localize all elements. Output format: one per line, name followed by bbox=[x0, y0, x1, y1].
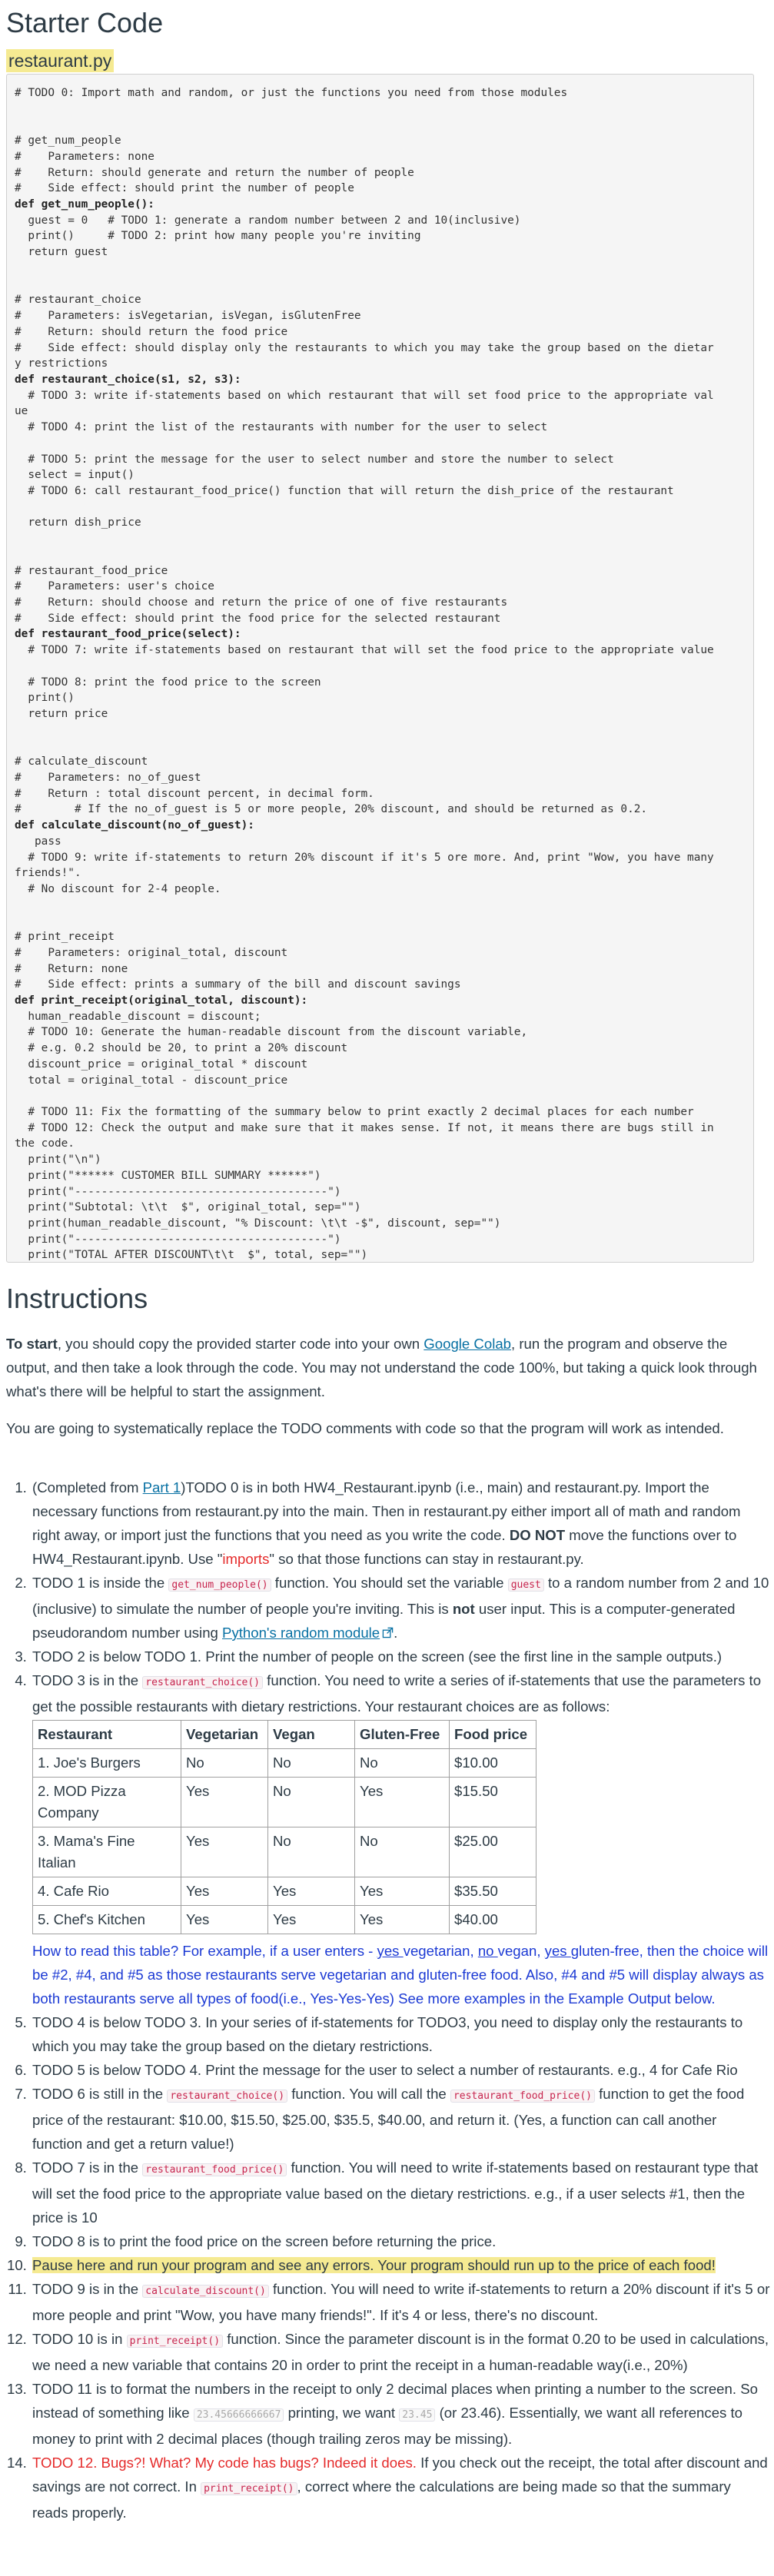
code-line bbox=[15, 547, 746, 563]
inline-code: calculate_discount() bbox=[142, 2285, 269, 2298]
table-cell: No bbox=[355, 1827, 450, 1877]
step-text: move the functions over to HW4_Restaurant.ipynb. Use " bbox=[32, 1527, 737, 1567]
table-cell: 4. Cafe Rio bbox=[33, 1877, 181, 1906]
code-line: def get_num_people(): bbox=[15, 198, 154, 211]
step-11 bbox=[31, 2277, 770, 2327]
code-line: return price bbox=[15, 708, 108, 721]
step-text: (or 23.46). Essentially, we want all references to money to print with 2 decimal places (though trailing zeros may be missing). bbox=[32, 2405, 743, 2447]
code-line: # No discount for 2-4 people. bbox=[15, 882, 221, 895]
inline-code: print_receipt() bbox=[127, 2335, 223, 2348]
code-line: # Parameters: no_of_guest bbox=[15, 771, 201, 784]
code-line bbox=[15, 117, 746, 133]
step-7 bbox=[31, 2082, 770, 2156]
code-line bbox=[15, 898, 746, 914]
step-text: to a random number from 2 and 10 (inclusive) to simulate the number of people you're inviting. This is bbox=[32, 1575, 769, 1617]
code-line: # Parameters: none bbox=[15, 150, 154, 163]
table-row bbox=[33, 1906, 536, 1934]
code-line: # TODO 12: Check the output and make sure that it makes sense. If not, it means there are bugs still in bbox=[15, 1121, 714, 1134]
table-cell: $10.00 bbox=[450, 1749, 536, 1778]
note-underline: no bbox=[477, 1943, 498, 1959]
code-line bbox=[15, 659, 746, 675]
code-line: the code. bbox=[15, 1137, 75, 1150]
code-line: pass bbox=[15, 835, 61, 848]
step-text: function. You will need to write if-statements to return a 20% discount if it's 5 or more people and print "Wow, you have many friends!". If it's 4 or less, there's no discount. bbox=[32, 2281, 770, 2323]
code-line: # Return: should generate and return the number of people bbox=[15, 166, 414, 179]
code-line: ue bbox=[15, 405, 28, 418]
code-line: human_readable_discount = discount; bbox=[15, 1010, 261, 1023]
step-text: TODO 11 is to format the numbers in the receipt to only 2 decimal places when printing a number to the screen. So instead of something like bbox=[32, 2381, 758, 2421]
code-line: return dish_price bbox=[15, 516, 141, 529]
table-row bbox=[33, 1877, 536, 1906]
code-line: # Side effect: should print the food price for the selected restaurant bbox=[15, 612, 501, 625]
step-text: TODO 6 is still in the bbox=[32, 2086, 168, 2102]
step-bold: DO NOT bbox=[509, 1527, 566, 1543]
restaurant-table bbox=[32, 1720, 536, 1934]
step-text: function. You will need to write if-statements based on restaurant type that will set the food price to the appropriate value based on the dietary restrictions. e.g., if a user selects #1, then the price is 10 bbox=[32, 2159, 759, 2226]
code-line: # TODO 7: write if-statements based on restaurant that will set the food price to the appropriate value bbox=[15, 644, 714, 657]
intro-bold: To start bbox=[6, 1336, 58, 1352]
note-text: vegan, bbox=[497, 1943, 545, 1959]
table-cell: 5. Chef's Kitchen bbox=[33, 1906, 181, 1934]
code-line: # # If the no_of_guest is 5 or more people, 20% discount, and should be returned as 0.2. bbox=[15, 803, 648, 816]
code-line: # Parameters: original_total, discount bbox=[15, 946, 288, 959]
code-line: # TODO 0: Import math and random, or just the functions you need from those modules bbox=[15, 87, 568, 99]
table-cell: $40.00 bbox=[450, 1906, 536, 1934]
code-line: friends!". bbox=[15, 867, 81, 880]
code-line: print("****** CUSTOMER BILL SUMMARY ******") bbox=[15, 1169, 321, 1182]
code-line bbox=[15, 261, 746, 277]
code-line bbox=[15, 913, 746, 929]
inline-code: 23.45 bbox=[399, 2408, 435, 2422]
table-cell: No bbox=[355, 1749, 450, 1778]
table-row bbox=[33, 1778, 536, 1827]
part-1-link[interactable]: Part 1 bbox=[142, 1479, 181, 1495]
table-cell: Yes bbox=[355, 1906, 450, 1934]
code-line: discount_price = original_total * discount bbox=[15, 1057, 308, 1071]
table-row bbox=[33, 1749, 536, 1778]
step-12 bbox=[31, 2327, 770, 2377]
code-line bbox=[15, 738, 746, 754]
code-line: # restaurant_food_price bbox=[15, 564, 168, 577]
note-text: vegetarian, bbox=[403, 1943, 478, 1959]
table-cell: No bbox=[181, 1749, 268, 1778]
step-3: 3. TODO 2 is below TODO 1. Print the number of people on the screen (see the first line in the sample outputs.) bbox=[31, 1645, 770, 1668]
code-line: print("--------------------------------------") bbox=[15, 1233, 341, 1246]
step-bold: not bbox=[452, 1601, 475, 1617]
code-line: total = original_total - discount_price bbox=[15, 1074, 288, 1087]
step-text: function to get the food price of the restaurant: $10.00, $15.50, $25.00, $35.5, $40.00, and return it. (Yes, a function can call another function and get a return value!) bbox=[32, 2086, 745, 2152]
step-text: function. You will call the bbox=[287, 2086, 450, 2102]
table-cell: 1. Joe's Burgers bbox=[33, 1749, 181, 1778]
table-cell: Yes bbox=[181, 1778, 268, 1827]
step-text: user input. This is a computer-generated pseudorandom number using bbox=[32, 1601, 736, 1641]
step-1 bbox=[31, 1476, 770, 1571]
code-line: print(human_readable_discount, "% Discount: \t\t -$", discount, sep="") bbox=[15, 1217, 501, 1230]
inline-code: restaurant_choice() bbox=[142, 1676, 263, 1689]
note-underline: yes bbox=[377, 1943, 404, 1959]
step-text: function. You need to write a series of if-statements that use the parameters to get the possible restaurants with dietary restrictions. Your restaurant choices are as follows: bbox=[32, 1672, 762, 1715]
step-6: 6. TODO 5 is below TODO 4. Print the message for the user to select a number of restaurants. e.g., 4 for Cafe Rio bbox=[31, 2058, 770, 2082]
table-cell: $35.50 bbox=[450, 1877, 536, 1906]
table-cell: $25.00 bbox=[450, 1827, 536, 1877]
step-5: 5. TODO 4 is below TODO 3. In your series of if-statements for TODO3, you need to display only the restaurants to which you may take the group based on the dietary restrictions. bbox=[31, 2010, 770, 2058]
table-cell: Yes bbox=[181, 1877, 268, 1906]
code-line: # Side effect: should print the number of people bbox=[15, 182, 354, 195]
table-note bbox=[32, 1939, 770, 2010]
code-line: y restrictions bbox=[15, 357, 108, 370]
inline-code: restaurant_food_price() bbox=[450, 2090, 595, 2103]
code-line: # Side effect: should display only the restaurants to which you may take the group based on the dietar bbox=[15, 341, 714, 354]
code-line: print("TOTAL AFTER DISCOUNT\t\t $", total, sep="") bbox=[15, 1249, 368, 1262]
code-line: # Return: should return the food price bbox=[15, 325, 288, 338]
intro-paragraph bbox=[6, 1332, 758, 1403]
steps-list bbox=[6, 1476, 770, 2525]
intro-text-a: , you should copy the provided starter code into your own bbox=[57, 1336, 424, 1352]
table-header-row bbox=[33, 1721, 536, 1749]
step-text: TODO 7 is in the bbox=[32, 2159, 143, 2176]
code-line: select = input() bbox=[15, 469, 135, 482]
pause-highlight: Pause here and run your program and see any errors. Your program should run up to the price of each food! bbox=[32, 2257, 716, 2273]
intro-text-b: , run the program and observe the output, and then take a look through the code. You may not understand the code 100%, but taking a quick look through what's there will be helpful to start the assignment. bbox=[6, 1336, 757, 1399]
code-line: # Return: none bbox=[15, 962, 128, 975]
step-text: (Completed from bbox=[32, 1479, 143, 1495]
code-line: # print_receipt bbox=[15, 931, 115, 944]
code-line: print() bbox=[15, 692, 75, 705]
table-cell: Yes bbox=[181, 1906, 268, 1934]
step-text: If you check out the receipt, the total after discount and savings are not correct. In bbox=[32, 2455, 768, 2495]
table-body bbox=[33, 1749, 536, 1934]
code-line bbox=[15, 277, 746, 293]
bugs-highlight: TODO 12. Bugs?! What? My code has bugs? Indeed it does. bbox=[32, 2455, 417, 2471]
step-9: 9. TODO 8 is to print the food price on the screen before returning the price. bbox=[31, 2229, 770, 2253]
step-text: TODO 1 is inside the bbox=[32, 1575, 169, 1591]
table-cell: Yes bbox=[355, 1877, 450, 1906]
table-row bbox=[33, 1827, 536, 1877]
step-text: )TODO 0 is in both HW4_Restaurant.ipynb (i.e., main) and restaurant.py. Import the necessary functions from restaurant.py into the main. Then in restaurant.py either import all of math and random right away, or import just the functions that you need as you write the code. bbox=[32, 1479, 741, 1543]
code-line: # e.g. 0.2 should be 20, to print a 20% discount bbox=[15, 1042, 348, 1055]
google-colab-link[interactable]: Google Colab bbox=[424, 1336, 512, 1352]
code-line: # TODO 11: Fix the formatting of the summary below to print exactly 2 decimal places for each number bbox=[15, 1106, 694, 1118]
table-cell: No bbox=[268, 1827, 355, 1877]
table-cell: Yes bbox=[355, 1778, 450, 1827]
code-line: # TODO 10: Generate the human-readable discount from the discount variable, bbox=[15, 1026, 528, 1039]
code-line: # Side effect: prints a summary of the bill and discount savings bbox=[15, 978, 461, 991]
code-line: def calculate_discount(no_of_guest): bbox=[15, 819, 254, 832]
code-line: # Parameters: user's choice bbox=[15, 580, 214, 593]
step-text: printing, we want bbox=[284, 2405, 400, 2421]
code-line: return guest bbox=[15, 246, 108, 259]
code-block bbox=[6, 74, 754, 1263]
table-cell: Yes bbox=[181, 1827, 268, 1877]
code-line: # Return: should choose and return the price of one of five restaurants bbox=[15, 596, 508, 609]
table-header-cell: Vegan bbox=[268, 1721, 355, 1749]
inline-code: 23.45666666667 bbox=[194, 2408, 284, 2422]
note-text: gluten-free, then the choice will be #2, #4, and #5 as those restaurants serve vegetarian and gluten-free food. Also, #4 and #5 will display always as both restaurants serve all types of food(i.e., Yes-Yes-Yes) See more examples in the Example Output below. bbox=[32, 1943, 769, 2007]
table-cell: 2. MOD Pizza Company bbox=[33, 1778, 181, 1827]
code-line: def restaurant_choice(s1, s2, s3): bbox=[15, 373, 241, 386]
step-text: , correct where the calculations are being made so that the summary reads properly. bbox=[32, 2478, 731, 2521]
code-line bbox=[15, 436, 746, 452]
table-header-cell: Vegetarian bbox=[181, 1721, 268, 1749]
code-line: # Return : total discount percent, in decimal form. bbox=[15, 787, 374, 800]
note-underline: yes bbox=[544, 1943, 571, 1959]
table-cell: No bbox=[268, 1749, 355, 1778]
code-line: # Parameters: isVegetarian, isVegan, isGlutenFree bbox=[15, 310, 361, 323]
note-text: How to read this table? For example, if a user enters - bbox=[32, 1943, 377, 1959]
file-label: restaurant.py bbox=[6, 49, 114, 72]
inline-code: guest bbox=[508, 1578, 544, 1592]
code-line: # restaurant_choice bbox=[15, 294, 141, 307]
code-line: # TODO 9: write if-statements to return 20% discount if it's 5 ore more. And, print "Wow, you have many bbox=[15, 851, 714, 864]
code-line: print("--------------------------------------") bbox=[15, 1185, 341, 1198]
table-header-cell: Food price bbox=[450, 1721, 536, 1749]
step-text: TODO 3 is in the bbox=[32, 1672, 143, 1688]
code-line bbox=[15, 531, 746, 547]
step-text: " so that those functions can stay in restaurant.py. bbox=[269, 1551, 584, 1567]
code-line: def print_receipt(original_total, discount): bbox=[15, 994, 308, 1007]
table-cell: 3. Mama's Fine Italian bbox=[33, 1827, 181, 1877]
code-line: # calculate_discount bbox=[15, 755, 148, 768]
code-line bbox=[15, 1088, 746, 1104]
inline-code: print_receipt() bbox=[201, 2482, 297, 2495]
inline-code: restaurant_food_price() bbox=[142, 2163, 287, 2176]
external-link-icon bbox=[382, 1627, 394, 1638]
table-cell: Yes bbox=[268, 1906, 355, 1934]
inline-code: restaurant_choice() bbox=[167, 2090, 287, 2103]
code-line: # TODO 4: print the list of the restaurants with number for the user to select bbox=[15, 421, 548, 434]
table-cell: No bbox=[268, 1778, 355, 1827]
step-text: function. You should set the variable bbox=[271, 1575, 508, 1591]
code-line: print() # TODO 2: print how many people you're inviting bbox=[15, 230, 421, 243]
instructions-heading: Instructions bbox=[6, 1283, 148, 1314]
code-line: print("\n") bbox=[15, 1154, 101, 1167]
code-line: # TODO 8: print the food price to the screen bbox=[15, 676, 321, 689]
code-line bbox=[15, 101, 746, 118]
step-text: TODO 9 is in the bbox=[32, 2281, 143, 2297]
code-line bbox=[15, 500, 746, 516]
code-line: print("Subtotal: \t\t $", original_total, sep="") bbox=[15, 1201, 361, 1214]
table-cell: Yes bbox=[268, 1877, 355, 1906]
step-text: function. Since the parameter discount is in the format 0.20 to be used in calculations, we need a new variable that contains 20 in order to print the receipt in a human-readable way(i.e., 20%) bbox=[32, 2331, 769, 2373]
step-4 bbox=[31, 1668, 770, 2010]
code-line: guest = 0 # TODO 1: generate a random number between 2 and 10(inclusive) bbox=[15, 214, 521, 227]
code-line: def restaurant_food_price(select): bbox=[15, 628, 241, 641]
table-header-cell: Restaurant bbox=[33, 1721, 181, 1749]
code-line bbox=[15, 722, 746, 739]
python-random-module-link[interactable]: Python's random module bbox=[222, 1625, 380, 1641]
code-line: # TODO 3: write if-statements based on which restaurant that will set food price to the appropriate val bbox=[15, 389, 714, 402]
step-text: TODO 10 is in bbox=[32, 2331, 127, 2347]
table-cell: $15.50 bbox=[450, 1778, 536, 1827]
step-10 bbox=[31, 2253, 770, 2277]
step-14 bbox=[31, 2451, 770, 2525]
step-text: . bbox=[394, 1625, 398, 1641]
step-2 bbox=[31, 1571, 770, 1645]
step-13 bbox=[31, 2377, 770, 2451]
inline-code: get_num_people() bbox=[168, 1578, 271, 1592]
code-line: # TODO 6: call restaurant_food_price() function that will return the dish_price of the restaurant bbox=[15, 484, 674, 497]
code-line: # TODO 5: print the message for the user to select number and store the number to select bbox=[15, 453, 614, 466]
imports-highlight: imports bbox=[222, 1551, 270, 1567]
table-header-cell: Gluten-Free bbox=[355, 1721, 450, 1749]
intro-paragraph-2: You are going to systematically replace the TODO comments with code so that the program will work as intended. bbox=[6, 1420, 724, 1436]
step-8 bbox=[31, 2156, 770, 2229]
starter-code-heading: Starter Code bbox=[6, 7, 164, 38]
code-line: # get_num_people bbox=[15, 134, 121, 148]
